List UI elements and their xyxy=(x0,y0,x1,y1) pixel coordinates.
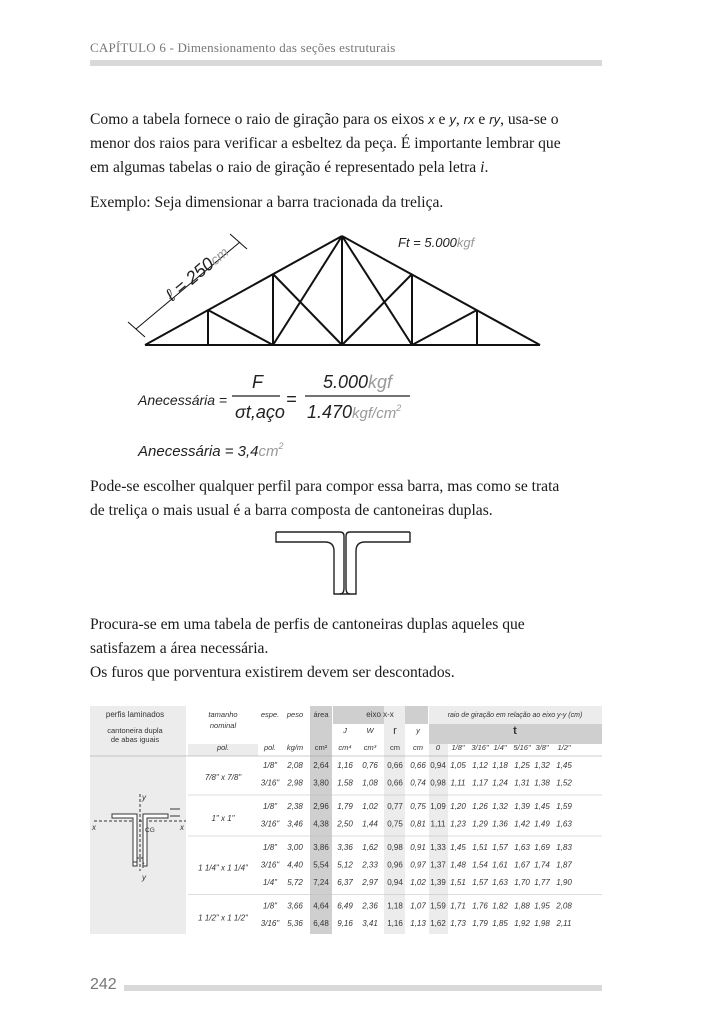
table-cell: 5,72 xyxy=(287,878,303,887)
table-cell: 1,62 xyxy=(430,919,446,928)
table-cell: 2,98 xyxy=(287,778,303,788)
table-cell: 1,73 xyxy=(450,919,466,928)
table-cell: 1,26 xyxy=(472,802,488,811)
t-value-header: 1/8" xyxy=(451,743,465,752)
table-cell: 1,63 xyxy=(556,819,572,829)
table-cell: 1,39 xyxy=(430,878,446,887)
table-cell: 2,64 xyxy=(313,761,329,770)
table-cell: 1,08 xyxy=(362,778,378,788)
table-cell: 3,00 xyxy=(287,843,303,852)
table-cell: 1,09 xyxy=(430,802,446,811)
table-cell: 5,54 xyxy=(313,860,329,870)
unit-cm2: cm² xyxy=(314,743,328,752)
t-label: t xyxy=(142,861,145,870)
table-cell: 1,71 xyxy=(450,901,466,911)
formula-num-value: 5.000kgf xyxy=(323,372,393,392)
table-cell: 0,98 xyxy=(430,778,446,788)
group-size: 1 1/2" x 1 1/2" xyxy=(198,913,248,923)
formula-numerator: F xyxy=(252,372,263,392)
table-cell: 1,45 xyxy=(450,843,466,852)
table-cell: 2,50 xyxy=(337,819,353,829)
footer-rule xyxy=(124,985,602,991)
text-run: , usa-se o xyxy=(500,111,559,128)
table-cell: 1,16 xyxy=(387,919,403,928)
paragraph-line: Os furos que porventura existirem devem ser descontados. xyxy=(90,664,455,681)
unit-kgm: kg/m xyxy=(286,743,304,752)
table-cell: 1,18 xyxy=(387,901,403,911)
table-cell: 0,74 xyxy=(410,778,426,788)
table-cell: 1/8" xyxy=(263,802,277,811)
chapter-header: CAPÍTULO 6 - Dimensionamento das seções estruturais xyxy=(90,40,396,55)
table-cell: 1,57 xyxy=(472,878,488,887)
var-rx: rx xyxy=(463,112,475,127)
table-cell: 0,94 xyxy=(430,761,446,770)
header-abas: de abas iguais xyxy=(110,735,160,744)
axis-x-right: x xyxy=(180,823,184,832)
table-cell: 1,12 xyxy=(472,761,488,770)
table-cell: 1,33 xyxy=(430,843,446,852)
table-cell: 3,41 xyxy=(362,919,378,928)
formula-lhs: Anecessária = xyxy=(138,392,228,408)
text-run: e xyxy=(434,111,450,128)
table-cell: 3,46 xyxy=(287,819,303,829)
header-perfis: perfis laminados xyxy=(105,710,165,719)
table-cell: 6,49 xyxy=(337,901,353,911)
table-cell: 5,12 xyxy=(337,860,353,870)
table-cell: 1,36 xyxy=(492,819,508,829)
unit-cm4: cm⁴ xyxy=(338,743,352,752)
table-cell: 1,02 xyxy=(410,878,426,887)
text-run: e xyxy=(474,111,490,128)
table-cell: 1,51 xyxy=(450,878,466,887)
paragraph-table-intro xyxy=(90,613,602,685)
header-nominal: nominal xyxy=(209,721,237,730)
unit-cm3: cm³ xyxy=(363,743,377,752)
force-label: Ft = 5.000kgf xyxy=(398,235,475,250)
table-cell: 1,74 xyxy=(534,860,550,870)
formula-equals: = xyxy=(286,389,297,409)
table-cell: 3,80 xyxy=(313,778,329,788)
header-W: W xyxy=(366,726,374,735)
table-cell: 1,87 xyxy=(556,860,572,870)
table-cell: 1,31 xyxy=(514,778,530,788)
table-cell: 3,66 xyxy=(287,901,303,911)
table-cell: 1,11 xyxy=(430,819,446,829)
group-size: 1" x 1" xyxy=(211,813,235,823)
table-cell: 1,42 xyxy=(514,819,530,829)
table-cell: 1,13 xyxy=(410,919,426,928)
table-cell: 1,48 xyxy=(450,860,466,870)
table-cell: 1,45 xyxy=(534,802,550,811)
group-size: 1 1/4" x 1 1/4" xyxy=(198,863,248,873)
table-cell: 1,61 xyxy=(492,860,508,870)
table-cell: 7,24 xyxy=(313,878,329,887)
table-cell: 1,92 xyxy=(514,919,530,928)
table-cell: 1,17 xyxy=(472,778,488,788)
table-cell: 1,58 xyxy=(337,778,353,788)
table-cell: 1,69 xyxy=(534,843,550,852)
var-i: i xyxy=(480,159,485,176)
header-J: J xyxy=(343,726,347,735)
table-cell: 1,44 xyxy=(362,819,378,829)
table-cell: 0,76 xyxy=(362,761,378,770)
paragraph-line: Pode-se escolher qualquer perfil para compor essa barra, mas como se trata xyxy=(90,478,560,495)
table-cell: 1,11 xyxy=(450,778,466,788)
table-cell: 4,40 xyxy=(287,860,303,870)
formula-denominator: σt,aço xyxy=(235,402,285,422)
paragraph-line: menor dos raios para verificar a esbeltez da peça. É importante lembrar que xyxy=(90,135,561,152)
axis-y-bottom: y xyxy=(142,873,146,882)
table-cell: 1,20 xyxy=(450,802,466,811)
table-cell: 1,54 xyxy=(472,860,488,870)
cg-label: CG xyxy=(145,827,155,834)
header-eixo: eixo x-x xyxy=(366,710,394,719)
table-cell: 1,95 xyxy=(534,901,550,911)
length-label: ℓ = 250cm xyxy=(161,243,232,306)
table-cell: 1,29 xyxy=(472,819,488,829)
table-cell: 0,66 xyxy=(410,761,426,770)
paragraph-line: satisfazem a área necessária. xyxy=(90,640,269,657)
table-cell: 1,59 xyxy=(556,802,572,811)
axis-y-top: y xyxy=(142,793,146,802)
text-run: Como a tabela fornece o raio de giração para os eixos xyxy=(90,111,429,128)
table-cell: 1,59 xyxy=(430,901,446,911)
table-cell: 2,08 xyxy=(287,761,303,770)
unit-pol: pol. xyxy=(216,743,230,752)
table-cell: 0,66 xyxy=(387,761,403,770)
table-cell: 0,77 xyxy=(387,802,403,811)
table-body xyxy=(188,761,602,928)
table-cell: 1,79 xyxy=(472,919,488,928)
table-cell: 1,49 xyxy=(534,819,550,829)
header-peso: peso xyxy=(286,710,304,719)
table-cell: 1,45 xyxy=(556,761,572,770)
unit-cm: cm xyxy=(390,743,400,752)
table-cell: 0,97 xyxy=(410,860,426,870)
unit-pol2: pol. xyxy=(263,743,277,752)
t-value-header: 0 xyxy=(435,743,441,752)
table-cell: 2,33 xyxy=(362,860,378,870)
table-cell: 1,79 xyxy=(337,802,353,811)
header-y: y xyxy=(416,726,420,735)
paragraph-line: Procura-se em uma tabela de perfis de cantoneiras duplas aqueles que xyxy=(90,616,525,633)
table-cell: 1,23 xyxy=(450,819,466,829)
header-area: área xyxy=(313,710,329,719)
table-cell: 3/16" xyxy=(260,919,280,928)
table-cell: 1,63 xyxy=(514,843,530,852)
t-value-header: 3/16" xyxy=(471,743,489,752)
table-cell: 1,39 xyxy=(514,802,530,811)
t-value-header: 5/16" xyxy=(513,743,531,752)
table-cell: 1/4" xyxy=(263,878,277,887)
table-cell: 1,05 xyxy=(450,761,466,770)
double-angle-profile xyxy=(276,532,410,594)
header-tamanho: tamanho xyxy=(208,710,238,719)
t-value-header: 3/8" xyxy=(535,743,549,752)
table-cell: 0,75 xyxy=(410,802,426,811)
text-run: , xyxy=(455,111,464,128)
table-cell: 0,98 xyxy=(387,843,403,852)
table-cell: 1/8" xyxy=(263,761,277,770)
table-cell: 1,77 xyxy=(534,878,550,887)
header-r: r xyxy=(393,725,397,737)
table-cell: 1,98 xyxy=(534,919,550,928)
table-cell: 6,48 xyxy=(313,919,329,928)
table-cell: 0,94 xyxy=(387,878,403,887)
table-cell: 1/8" xyxy=(263,901,277,911)
table-cell: 1,32 xyxy=(492,802,508,811)
table-cell: 1,70 xyxy=(514,878,530,887)
header-cantoneira: cantoneira dupla xyxy=(107,726,163,735)
table-cell: 3/16" xyxy=(260,860,280,870)
table-cell: 1,85 xyxy=(492,919,508,928)
angle-properties-table xyxy=(90,706,602,934)
table-cell: 1,88 xyxy=(514,901,530,911)
table-cell: 3/16" xyxy=(260,778,280,788)
table-cell: 9,16 xyxy=(337,919,353,928)
table-cell: 1,63 xyxy=(492,878,508,887)
axis-x-left: x xyxy=(92,823,96,832)
table-cell: 0,75 xyxy=(387,819,403,829)
table-cell: 5,36 xyxy=(287,919,303,928)
header-espe: espe. xyxy=(260,710,280,719)
header-raio: raio de giração em relação ao eixo y-y (cm) xyxy=(447,712,583,719)
formula-den-value: $1.470kgf/cm^2$ xyxy=(307,402,402,422)
page-number: 242 xyxy=(90,976,117,993)
table-cell: 1,38 xyxy=(534,778,550,788)
table-cell: 1,90 xyxy=(556,878,572,887)
table-cell: 1,16 xyxy=(337,761,353,770)
text-run: em algumas tabelas o raio de giração é representado pela letra xyxy=(90,159,481,176)
formula-result: Anecessária = $3,4cm^2$ xyxy=(138,441,284,460)
table-cell: 1,18 xyxy=(492,761,508,770)
table-cell: 3,86 xyxy=(313,843,329,852)
table-cell: 0,91 xyxy=(410,843,426,852)
var-x: x xyxy=(428,112,435,127)
table-cell: 1,52 xyxy=(556,778,572,788)
table-cell: 2,11 xyxy=(556,919,572,928)
table-cell: 1,02 xyxy=(362,802,378,811)
table-cell: 2,38 xyxy=(287,802,303,811)
table-cell: 1,24 xyxy=(492,778,508,788)
table-cell: 2,36 xyxy=(362,901,378,911)
paragraph-line: de treliça o mais usual é a barra composta de cantoneiras duplas. xyxy=(90,502,493,519)
table-cell: 1,62 xyxy=(362,843,378,852)
table-cell: 1,25 xyxy=(514,761,530,770)
header-t: t xyxy=(513,725,517,737)
table-cell: 1,57 xyxy=(492,843,508,852)
paragraph-example: Exemplo: Seja dimensionar a barra tracionada da treliça. xyxy=(90,194,444,211)
table-cell: 0,96 xyxy=(387,860,403,870)
table-cell: 2,96 xyxy=(313,802,329,811)
unit-cm-y: cm xyxy=(413,743,423,752)
table-cell: 2,08 xyxy=(556,901,572,911)
table-cell: 0,66 xyxy=(387,778,403,788)
figure-cell-bg xyxy=(90,756,186,934)
table-cell: 1,82 xyxy=(492,901,508,911)
table-cell: 1,51 xyxy=(472,843,488,852)
table-cell: 1,32 xyxy=(534,761,550,770)
table-cell: 6,37 xyxy=(337,878,353,887)
t-value-header: 1/4" xyxy=(493,743,507,752)
table-cell: 2,97 xyxy=(362,878,378,887)
var-ry: ry xyxy=(489,112,501,127)
table-graphic xyxy=(90,706,602,934)
table-cell: 1,83 xyxy=(556,843,572,852)
t-value-header: 1/2" xyxy=(557,743,571,752)
table-cell: 3/16" xyxy=(260,819,280,829)
group-size: 7/8" x 7/8" xyxy=(204,772,242,782)
table-cell: 4,64 xyxy=(313,901,329,911)
text-run: . xyxy=(484,159,489,176)
table-cell: 0,81 xyxy=(410,819,426,829)
table-cell: 1,76 xyxy=(472,901,488,911)
table-cell: 1,67 xyxy=(514,860,530,870)
table-cell: 1,37 xyxy=(430,860,446,870)
table-cell: 3,36 xyxy=(337,843,353,852)
table-cell: 1/8" xyxy=(263,843,277,852)
var-y: y xyxy=(449,112,456,127)
table-cell: 1,07 xyxy=(410,901,426,911)
table-cell: 4,38 xyxy=(313,819,329,829)
